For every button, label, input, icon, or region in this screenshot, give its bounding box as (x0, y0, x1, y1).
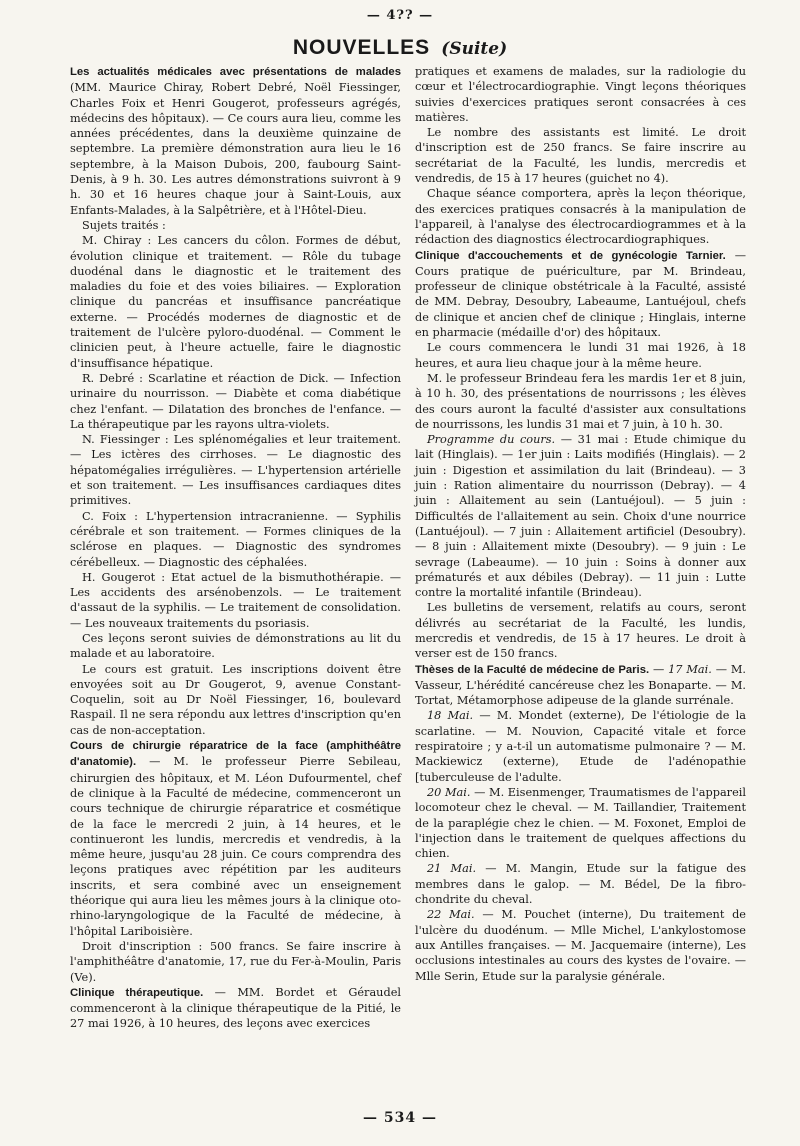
thesis-date: 18 Mai. (427, 709, 474, 723)
paragraph-body: — M. le professeur Pierre Sebileau, chirurgien des hôpitaux, et M. Léon Dufourmentel, chef de clinique à la Faculté de médecine, commenceront un cours technique de chirurgie réparatrice et cosmétique de la face le mercredi 2 juin, à 14 heures, et le continueront les lundis, mercredis et vendredis, à la même heure, jusqu'au 28 juin. Ce cours comprendra des leçons pratiques avec répétition par les auditeurs inscrits, et sera combiné avec un enseignement théorique qui aura lieu les mêmes jours à la clinique oto-rhino-laryngologique de la Faculté de médecine, à l'hôpital Lariboisière. (70, 755, 401, 938)
thesis-date: 20 Mai. (427, 785, 471, 799)
left-column (70, 64, 401, 1064)
paragraph: Le nombre des assistants est limité. Le droit d'inscription est de 250 francs. Se faire inscrire au secrétariat de la Faculté, les lundis, mercredis et vendredis, de 15 à 17 heures (guichet no 4). (415, 126, 746, 186)
section-suite: (Suite) (441, 39, 508, 59)
paragraph: Ces leçons seront suivies de démonstrations au lit du malade et au laboratoire. (70, 631, 401, 661)
paragraph: Le cours est gratuit. Les inscriptions doivent être envoyées soit au Dr Gougerot, 9, avenue Constant-Coquelin, soit au Dr Noël Fiessinger, 16, boulevard Raspail. Il ne sera répondu aux lettres d'inscription qu'en cas de non-acceptation. (70, 662, 401, 737)
paragraph: pratiques et examens de malades, sur la radiologie du cœur et l'électrocardiographie. Vingt leçons théoriques suivies d'exercices pratiques seront consacrées à ces matières. (415, 65, 746, 124)
paragraph (70, 985, 401, 1032)
thesis-date: 22 Mai. (427, 908, 475, 922)
thesis-date: 21 Mai. (427, 862, 477, 876)
rubric-heading: Thèses de la Faculté de médecine de Paris. (415, 663, 650, 676)
paragraph: N. Fiessinger : Les splénomégalies et leur traitement. — Les ictères des cirrhoses. — Le diagnostic des hépatomégalies irrégulières. — L'hypertension artérielle et son traitement. — Les insuffisances cardiaques dites primitives. (70, 433, 401, 508)
rubric-heading: Clinique thérapeutique. (70, 986, 204, 999)
paragraph (415, 907, 746, 983)
paragraph: Sujets traités : (82, 218, 166, 232)
section-title: NOUVELLES (292, 36, 431, 59)
program-label: Programme du cours. (427, 433, 556, 447)
paragraph-body: — M. Mangin, Etude sur la fatigue des membres dans le galop. — M. Bédel, De la fibro-chondrite du cheval. (415, 862, 746, 907)
rubric-heading: Les actualités médicales avec présentations de malades (70, 66, 401, 78)
page-number: — 534 — (363, 1110, 437, 1126)
paragraph: Le cours commencera le lundi 31 mai 1926, à 18 heures, et aura lieu chaque jour à la même heure. (415, 341, 746, 370)
paragraph: H. Gougerot : Etat actuel de la bismuthothérapie. — Les accidents des arsénobenzols. — Le traitement d'assaut de la syphilis. — Le traitement de consolidation. — Les nouveaux traitements du psoriasis. (70, 570, 401, 630)
text-columns (70, 64, 746, 1064)
paragraph (415, 785, 746, 861)
paragraph-body: — M. Vasseur, L'hérédité cancéreuse chez les Bonaparte. — M. Tortat, Métamorphose adipeuse de la glande surrénale. (415, 662, 746, 708)
paragraph: R. Debré : Scarlatine et réaction de Dick. — Infection urinaire du nourrisson. — Diabète et coma diabétique chez l'enfant. — Dilatation des bronches de l'enfance. — La thérapeutique par les rayons ultra-violets. (70, 371, 401, 431)
paragraph (415, 708, 746, 784)
paragraph (415, 861, 746, 907)
paragraph: M. Chiray : Les cancers du côlon. Formes de début, évolution clinique et traitement. — Rôle du tubage duodénal dans le diagnostic et le traitement des maladies du foie et des voies biliaires. — Exploration clinique du pancréas et insuffisance pancréatique externe. — Procédés modernes de diagnostic et de traitement de l'ulcère pyloro-duodénal. — Comment le clinicien peut, à l'heure actuelle, faire le diagnostic d'insuffisance hépatique. (70, 234, 401, 370)
section-header (0, 36, 800, 60)
rubric-heading: Clinique d'accouchements et de gynécologie Tarnier. (415, 249, 726, 262)
thesis-date: — 17 Mai. (649, 662, 712, 676)
paragraph (415, 248, 746, 341)
top-page-number: — 4?? — (366, 8, 434, 23)
paragraph-body: — 31 mai : Etude chimique du lait (Hinglais). — 1er juin : Laits modifiés (Hinglais). — 2 juin : Digestion et assimilation du lait (Brindeau). — 3 juin : Ration alimentaire du nourrisson (Debray). — 4 juin : Allaitement au sein (Lantuéjoul). — 5 juin : Difficultés de l'allaitement au sein. Choix d'une nourrice (Lantuéjoul). — 7 juin : Allaitement artificiel (Desoubry). — 8 juin : Allaitement mixte (Desoubry). — 9 juin : Le sevrage (Labeaume). — 10 juin : Soins à donner aux prématurés et aux débiles (Debray). — 11 juin : Lutte contre la mortalité infantile (Brindeau). (415, 433, 746, 600)
paragraph: Droit d'inscription : 500 francs. Se faire inscrire à l'amphithéâtre d'anatomie, 17, rue du Fer-à-Moulin, Paris (Ve). (70, 939, 401, 984)
paragraph (70, 738, 401, 939)
paragraph: C. Foix : L'hypertension intracranienne. — Syphilis cérébrale et son traitement. — Formes cliniques de la sclérose en plaques. — Diagnostic des syndromes cérébelleux. — Diagnostic des céphalées. (70, 509, 401, 569)
paragraph-body: — M. Pouchet (interne), Du traitement de l'ulcère du duodénum. — Mlle Michel, L'ankylostomose aux Antilles françaises. — M. Jacquemaire (interne), Les occlusions intestinales au cours des kystes de l'ovaire. — Mlle Serin, Etude sur la paralysie générale. (415, 908, 746, 983)
paragraph (70, 64, 401, 218)
paragraph: M. le professeur Brindeau fera les mardis 1er et 8 juin, à 10 h. 30, des présentations de nourrissons ; les élèves des cours auront la faculté d'assister aux consultations de nourrissons, les lundis 31 mai et 7 juin, à 10 h. 30. (415, 371, 746, 431)
paragraph-body: — Cours pratique de puériculture, par M. Brindeau, professeur de clinique obstétricale à la Faculté, assisté de MM. Debray, Desoubry, Labeaume, Lantuéjoul, chefs de clinique et ancien chef de clinique ; Hinglais, interne en pharmacie (médaille d'or) des hôpitaux. (415, 248, 746, 340)
paragraph: Les bulletins de versement, relatifs au cours, seront délivrés au secrétariat de la Faculté, les lundis, mercredis et vendredis, de 15 à 17 heures. Le droit à verser est de 150 francs. (415, 601, 746, 661)
rubric-heading: Cours de chirurgie réparatrice de la face (amphithéâtre d'anatomie). (70, 740, 401, 769)
paragraph-body: (MM. Maurice Chiray, Robert Debré, Noël Fiessinger, Charles Foix et Henri Gougerot, professeurs agrégés, médecins des hôpitaux). — Ce cours aura lieu, comme les années précédentes, dans la deuxième quinzaine de septembre. La première démonstration aura lieu le 16 septembre, à la Maison Dubois, 200, faubourg Saint-Denis, à 9 h. 30. Les autres démonstrations suivront à 9 h. 30 et 16 heures chaque jour à Saint-Louis, aux Enfants-Malades, à la Salpêtrière, et à l'Hôtel-Dieu. (70, 81, 401, 217)
paragraph-body: — M. Mondet (externe), De l'étiologie de la scarlatine. — M. Nouvion, Capacité vitale et force respiratoire ; y a-t-il un automatisme pulmonaire ? — M. Mackiewicz (externe), Etude de l'adénopathie [tuberculeuse de l'adulte. (415, 709, 746, 784)
paragraph (415, 432, 746, 600)
paragraph: Chaque séance comportera, après la leçon théorique, des exercices pratiques consacrés à la manipulation de l'appareil, à l'analyse des électrocardiogrammes et à la rédaction des diagnostics électrocardiographiques. (415, 187, 746, 247)
paragraph-body: — M. Eisenmenger, Traumatismes de l'appareil locomoteur chez le cheval. — M. Taillandier, Traitement de la paraplégie chez le chien. — M. Foxonet, Emploi de l'injection dans le traitement de quelques affections du chien. (415, 785, 746, 861)
paragraph (415, 662, 746, 709)
right-column (415, 64, 746, 1064)
paragraph-body: — MM. Bordet et Géraudel commenceront à la clinique thérapeutique de la Pitié, le 27 mai 1926, à 10 heures, des leçons avec exercices (70, 985, 401, 1031)
